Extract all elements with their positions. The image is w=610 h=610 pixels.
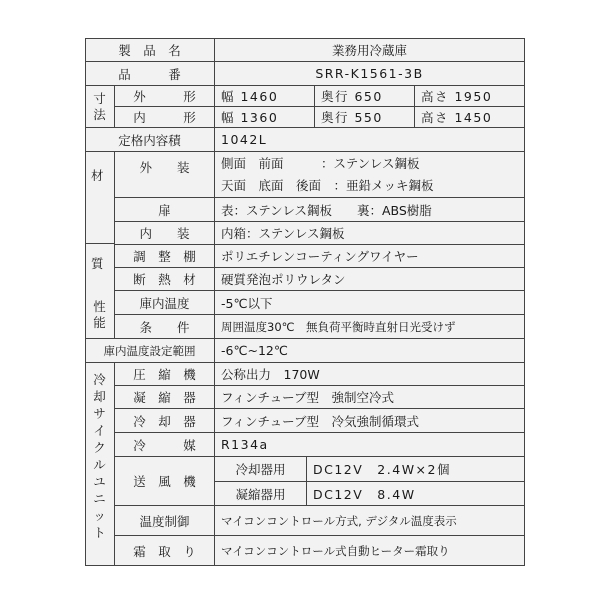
material-group-char-2: 質	[91, 256, 104, 271]
exterior-label: 外 装	[115, 152, 215, 198]
performance-group-char-1: 性	[93, 299, 106, 314]
performance-group-label	[85, 291, 115, 339]
interior-label: 内 装	[115, 222, 215, 245]
dimensions-group-char-1: 寸	[93, 91, 106, 106]
exterior-line-1: 側面 前面 ：ステンレス鋼板	[221, 155, 420, 171]
temp-range-label: 庫内温度設定範囲	[85, 339, 215, 363]
spec-table	[85, 38, 525, 566]
compressor-value: 公称出力 170W	[215, 363, 525, 386]
compressor-label: 圧 縮 機	[115, 363, 215, 386]
cycle-char-4: イ	[93, 423, 106, 438]
shelf-value: ポリエチレンコーティングワイヤー	[215, 245, 525, 268]
fan-label: 送 風 機	[115, 457, 215, 506]
refrigerant-label: 冷 媒	[115, 433, 215, 457]
inside-temp-label: 庫内温度	[115, 291, 215, 315]
exterior-line-2: 天面 底面 後面 ：亜鉛メッキ鋼板	[221, 177, 434, 193]
condenser-value: フィンチューブ型 強制空冷式	[215, 386, 525, 409]
refrigerant-value: R134a	[215, 433, 525, 457]
cycle-char-8: ニ	[93, 491, 106, 506]
cooler-label: 冷 却 器	[115, 409, 215, 433]
cycle-char-2: 却	[93, 389, 106, 404]
insulation-label: 断 熱 材	[115, 268, 215, 291]
insulation-value: 硬質発泡ポリウレタン	[215, 268, 525, 291]
material-group-top	[85, 152, 115, 244]
cycle-char-10: ト	[93, 525, 106, 540]
fan-condenser-value: DC12V 8.4W	[307, 482, 525, 506]
cycle-char-3: サ	[93, 406, 106, 421]
cycle-char-9: ッ	[93, 508, 106, 523]
temp-range-value: -6℃~12℃	[215, 339, 525, 363]
cooler-value: フィンチューブ型 冷気強制循環式	[215, 409, 525, 433]
temp-control-value: マイコンコントロール方式, デジタル温度表示	[215, 506, 525, 536]
dimensions-group-label	[85, 86, 115, 128]
cycle-char-7: ユ	[93, 474, 106, 489]
outer-height: 高さ 1950	[415, 86, 525, 107]
cycle-char-5: ク	[93, 440, 106, 455]
inner-width: 幅 1360	[215, 107, 315, 128]
defrost-label: 霜 取 り	[115, 536, 215, 566]
capacity-value: 1042L	[215, 128, 525, 152]
dimensions-group-char-2: 法	[93, 106, 106, 122]
temp-control-label: 温度制御	[115, 506, 215, 536]
outer-dim-label: 外 形	[115, 86, 215, 107]
capacity-label: 定格内容積	[85, 128, 215, 152]
exterior-value	[215, 152, 525, 198]
product-name-label: 製 品 名	[85, 38, 215, 62]
cycle-char-1: 冷	[93, 372, 106, 387]
inner-height: 高さ 1450	[415, 107, 525, 128]
inside-temp-value: -5℃以下	[215, 291, 525, 315]
model-label: 品 番	[85, 62, 215, 86]
door-value: 表：ステンレス鋼板 裏：ABS樹脂	[215, 198, 525, 222]
inner-depth: 奥行 550	[315, 107, 415, 128]
material-group-char-1: 材	[91, 168, 104, 183]
cycle-group-label	[85, 363, 115, 566]
defrost-value: マイコンコントロール式自動ヒーター霜取り	[215, 536, 525, 566]
outer-width: 幅 1460	[215, 86, 315, 107]
condition-value: 周囲温度30℃ 無負荷平衡時直射日光受けず	[215, 315, 525, 339]
condition-label: 条 件	[115, 315, 215, 339]
fan-condenser-label: 凝縮器用	[215, 482, 307, 506]
inner-dim-label: 内 形	[115, 107, 215, 128]
door-label: 扉	[115, 198, 215, 222]
condenser-label: 凝 縮 器	[115, 386, 215, 409]
performance-group-char-2: 能	[93, 314, 106, 330]
fan-cooler-value: DC12V 2.4W×2個	[307, 457, 525, 482]
shelf-label: 調 整 棚	[115, 245, 215, 268]
fan-cooler-label: 冷却器用	[215, 457, 307, 482]
outer-depth: 奥行 650	[315, 86, 415, 107]
cycle-char-6: ル	[93, 457, 106, 472]
product-name-value: 業務用冷蔵庫	[215, 38, 525, 62]
interior-value: 内箱：ステンレス鋼板	[215, 222, 525, 245]
model-value: SRR-K1561-3B	[215, 62, 525, 86]
